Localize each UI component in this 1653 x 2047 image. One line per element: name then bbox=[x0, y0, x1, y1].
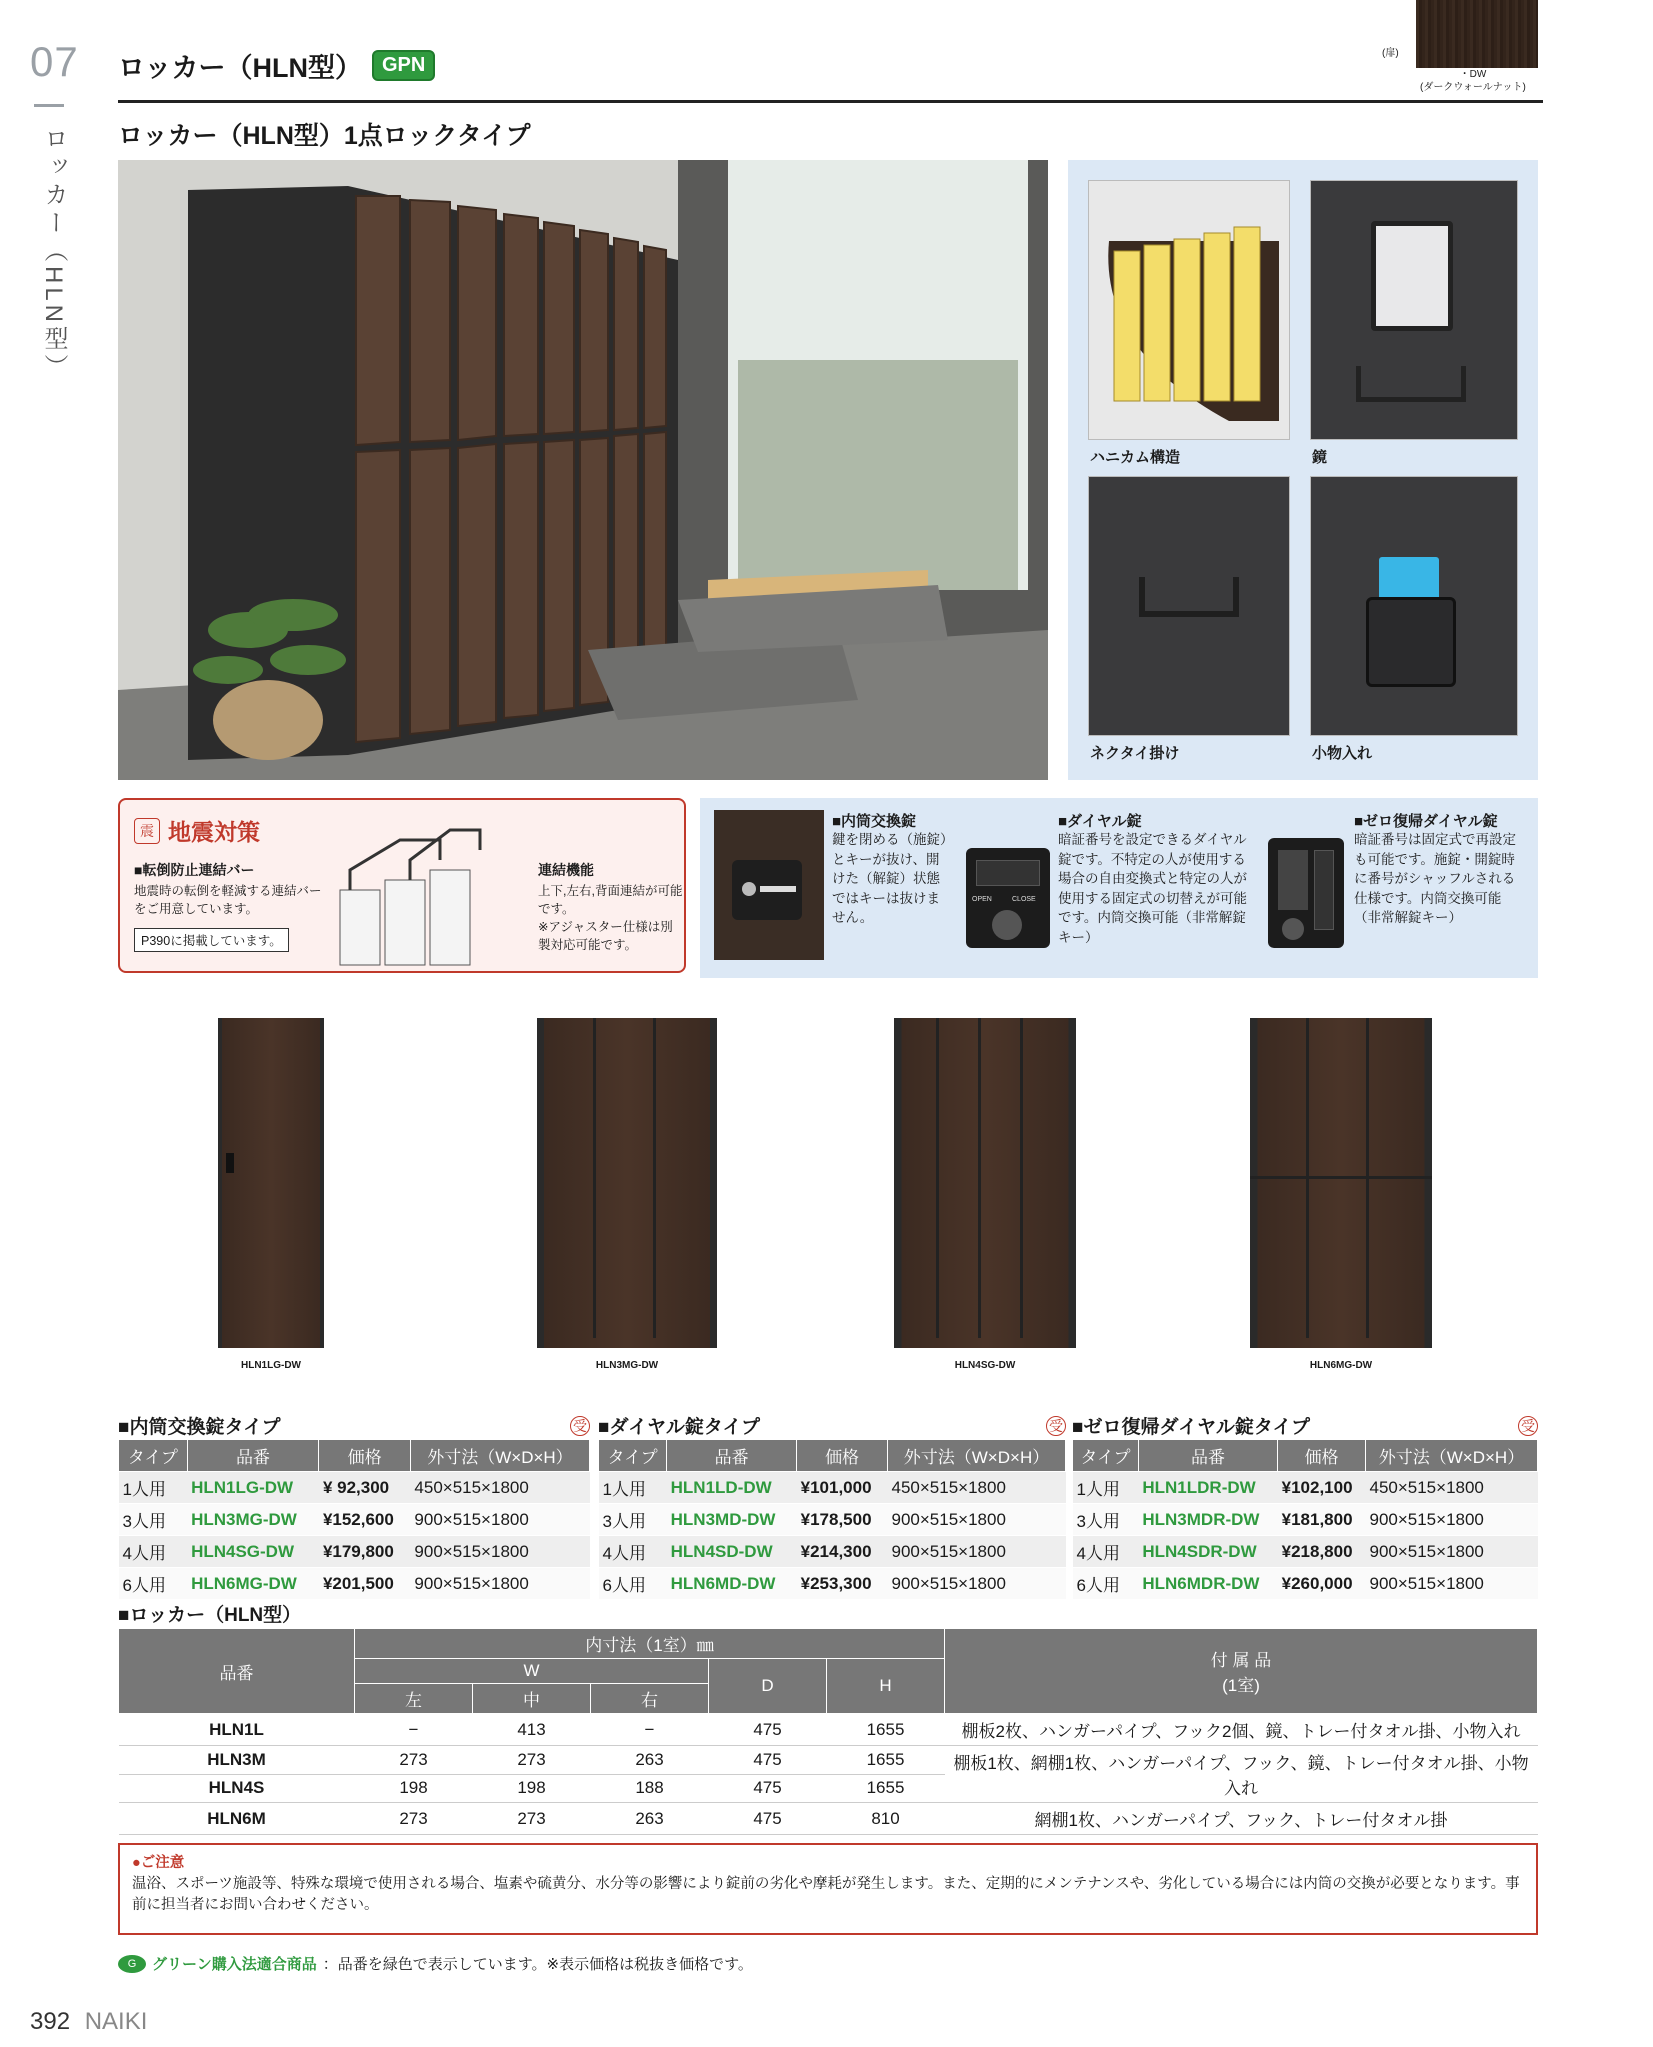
price-table bbox=[1072, 1439, 1538, 1600]
honeycomb-image bbox=[1088, 180, 1290, 440]
col-header: 外寸法（W×D×H） bbox=[410, 1440, 589, 1472]
price-table-dial bbox=[598, 1412, 1066, 1600]
table-row: 4人用 HLN4SD-DW ¥214,300 900×515×1800 bbox=[599, 1536, 1066, 1568]
handle-icon bbox=[226, 1153, 234, 1173]
conn-text bbox=[538, 882, 683, 955]
price-table-title: ■ゼロ復帰ダイヤル錠タイプ bbox=[1072, 1417, 1310, 1438]
order-mark: 受 bbox=[1518, 1416, 1538, 1436]
col-header: D bbox=[709, 1659, 827, 1714]
col-header: 品番 bbox=[1138, 1440, 1277, 1472]
dial-close-label: CLOSE bbox=[1012, 896, 1036, 903]
table-row: 3人用 HLN3MDR-DW ¥181,800 900×515×1800 bbox=[1073, 1504, 1538, 1536]
connect-bar-diagram bbox=[330, 820, 510, 970]
mirror-image bbox=[1310, 180, 1518, 440]
header-rule bbox=[118, 100, 1543, 103]
swatch-caption bbox=[1420, 68, 1526, 94]
price-table-header bbox=[118, 1412, 590, 1439]
product-image-hln3mg bbox=[537, 1018, 717, 1348]
mirror-icon bbox=[1371, 221, 1453, 331]
brand-name: NAIKI bbox=[84, 2008, 148, 2035]
swatch-name: (ダークウォールナット) bbox=[1420, 82, 1526, 93]
table-row: 1人用 HLN1LDR-DW ¥102,100 450×515×1800 bbox=[1073, 1472, 1538, 1504]
col-header: W bbox=[355, 1659, 709, 1684]
caution-title: ●ご注意 bbox=[132, 1855, 185, 1871]
table-row: 3人用 HLN3MG-DW ¥152,600 900×515×1800 bbox=[119, 1504, 590, 1536]
caution-box bbox=[118, 1843, 1538, 1935]
product-label-hln4sg: HLN4SG-DW bbox=[954, 1360, 1016, 1371]
table-row: HLN3M 273 273 263 475 1655 棚板1枚、網棚1枚、ハンガーパイプ、フック、鏡、トレー付タオル掛、小物入れ bbox=[119, 1746, 1538, 1775]
col-header: 品番 bbox=[187, 1440, 319, 1472]
dial-open-label: OPEN bbox=[972, 896, 992, 903]
col-header: 左 bbox=[355, 1684, 473, 1714]
page-header bbox=[118, 46, 435, 85]
lock-title-zero-dial: ■ゼロ復帰ダイヤル錠 bbox=[1354, 813, 1498, 830]
page-footer bbox=[30, 2008, 147, 2036]
col-header: 品番 bbox=[119, 1629, 355, 1714]
swatch-door-label: (扉) bbox=[1382, 48, 1399, 59]
product-label-hln3mg: HLN3MG-DW bbox=[595, 1360, 659, 1371]
pocket-image bbox=[1310, 476, 1518, 736]
table-row: 6人用 HLN6MG-DW ¥201,500 900×515×1800 bbox=[119, 1568, 590, 1600]
zero-dial-key-icon bbox=[1282, 918, 1304, 940]
conn-note: ※アジャスター仕様は別製対応可能です。 bbox=[538, 920, 673, 953]
col-header: タイプ bbox=[599, 1440, 667, 1472]
product-image-hln1lg bbox=[218, 1018, 324, 1348]
tie-hanger-image bbox=[1088, 476, 1290, 736]
col-header: タイプ bbox=[1073, 1440, 1139, 1472]
product-image-hln6mg bbox=[1250, 1018, 1432, 1348]
table-row: 4人用 HLN4SG-DW ¥179,800 900×515×1800 bbox=[119, 1536, 590, 1568]
price-table-title: ■ダイヤル錠タイプ bbox=[598, 1417, 760, 1438]
bar-title: ■転倒防止連結バー bbox=[134, 862, 255, 878]
feature-label-tie-hanger: ネクタイ掛け bbox=[1090, 745, 1180, 762]
table-row: 1人用 HLN1LD-DW ¥101,000 450×515×1800 bbox=[599, 1472, 1066, 1504]
table-row: HLN6M 273 273 263 475 810 網棚1枚、ハンガーパイプ、フック、トレー付タオル掛 bbox=[119, 1803, 1538, 1835]
chapter-number: 07 bbox=[30, 38, 79, 85]
conn-title: 連結機能 bbox=[538, 862, 594, 878]
green-leaf-icon: G bbox=[118, 1955, 146, 1973]
caution-text: 温浴、スポーツ施設等、特殊な環境で使用される場合、塩素や硫黄分、水分等の影響により錠前の劣化や摩耗が発生します。また、定期的にメンテナンスや、劣化している場合には内筒の交換が必要となります。事前に担当者にお問い合わせください。 bbox=[132, 1876, 1520, 1914]
dial-lock-image bbox=[966, 848, 1050, 948]
page-number: 392 bbox=[30, 2008, 71, 2035]
price-table bbox=[118, 1439, 590, 1600]
col-header: 中 bbox=[473, 1684, 591, 1714]
order-mark: 受 bbox=[1046, 1416, 1066, 1436]
col-header: H bbox=[827, 1659, 945, 1714]
table-row: HLN1L − 413 − 475 1655 棚板2枚、ハンガーパイプ、フック2個、鏡、トレー付タオル掛、小物入れ bbox=[119, 1714, 1538, 1746]
col-header: 価格 bbox=[797, 1440, 888, 1472]
col-header: 内寸法（1室）㎜ bbox=[355, 1629, 945, 1659]
dial-wheels-icon bbox=[976, 860, 1040, 886]
tray-icon bbox=[1356, 366, 1466, 402]
chapter-vertical-title: ロッカー（HLN型） bbox=[40, 126, 67, 383]
conn-text-main: 上下,左右,背面連結が可能です。 bbox=[538, 884, 683, 917]
order-mark: 受 bbox=[570, 1416, 590, 1436]
feature-label-honeycomb: ハニカム構造 bbox=[1090, 449, 1181, 466]
zero-dial-handle-icon bbox=[1314, 850, 1334, 930]
pocket-icon bbox=[1366, 597, 1456, 687]
lock-text-zero-dial: 暗証番号は固定式で再設定も可能です。施錠・開錠時に番号がシャッフルされる仕様です。内筒交換可能（非常解錠キー） bbox=[1354, 832, 1516, 926]
dial-knob-icon bbox=[992, 910, 1022, 940]
spec-title: ■ロッカー（HLN型） bbox=[118, 1605, 302, 1626]
col-header: 外寸法（W×D×H） bbox=[1365, 1440, 1537, 1472]
feature-label-pocket: 小物入れ bbox=[1312, 745, 1373, 762]
feature-panel bbox=[1068, 160, 1538, 780]
col-header: 右 bbox=[591, 1684, 709, 1714]
lock-text-cylinder: 鍵を閉める（施錠）とキーが抜け、開けた（解錠）状態ではキーは抜けません。 bbox=[832, 832, 947, 926]
table-row: 4人用 HLN4SDR-DW ¥218,800 900×515×1800 bbox=[1073, 1536, 1538, 1568]
swatch-code: ・DW bbox=[1459, 69, 1487, 80]
col-header: 付 属 品 (1室) bbox=[945, 1629, 1538, 1714]
lock-title-cylinder: ■内筒交換錠 bbox=[832, 813, 917, 830]
price-table-title: ■内筒交換錠タイプ bbox=[118, 1417, 281, 1438]
lock-title-dial: ■ダイヤル錠 bbox=[1058, 813, 1142, 830]
spec-table bbox=[118, 1628, 1538, 1835]
price-table bbox=[598, 1439, 1066, 1600]
color-swatch bbox=[1416, 0, 1538, 68]
zero-dial-lock-image bbox=[1268, 838, 1344, 948]
locker-room-illustration bbox=[118, 160, 1048, 780]
table-row: 3人用 HLN3MD-DW ¥178,500 900×515×1800 bbox=[599, 1504, 1066, 1536]
product-image-hln4sg bbox=[894, 1018, 1076, 1348]
price-table-zero-dial bbox=[1072, 1412, 1538, 1600]
col-header: 価格 bbox=[319, 1440, 410, 1472]
col-header: 品番 bbox=[667, 1440, 797, 1472]
table-row: 6人用 HLN6MD-DW ¥253,300 900×515×1800 bbox=[599, 1568, 1066, 1600]
lock-text-dial: 暗証番号を設定できるダイヤル錠です。不特定の人が使用する場合の自由変換式と特定の人が使用する固定式の切替えが可能です。内筒交換可能（非常解錠キー） bbox=[1058, 832, 1247, 945]
locks-panel bbox=[700, 798, 1538, 978]
page-title: ロッカー（HLN型） bbox=[118, 53, 362, 83]
ref-link[interactable]: P390に掲載しています。 bbox=[134, 928, 289, 952]
earthquake-box bbox=[118, 798, 686, 973]
cylinder-lock-image bbox=[714, 810, 824, 960]
table-row: 6人用 HLN6MDR-DW ¥260,000 900×515×1800 bbox=[1073, 1568, 1538, 1600]
col-header: タイプ bbox=[119, 1440, 188, 1472]
green-label: グリーン購入法適合商品 bbox=[152, 1956, 317, 1973]
bar-text: 地震時の転倒を軽減する連結バーをご用意しています。 bbox=[134, 884, 322, 917]
col-header: 外寸法（W×D×H） bbox=[888, 1440, 1066, 1472]
quake-title: 地震対策 bbox=[168, 819, 260, 845]
table-row: HLN4S 198 198 188 475 1655 bbox=[119, 1774, 1538, 1803]
product-label-hln6mg: HLN6MG-DW bbox=[1309, 1360, 1373, 1371]
quake-header bbox=[134, 814, 260, 847]
green-text: ：品番を緑色で表示しています。※表示価格は税抜き価格です。 bbox=[322, 1956, 753, 1973]
price-table-cylinder bbox=[118, 1412, 590, 1600]
green-purchase-note bbox=[118, 1953, 753, 1974]
key-icon bbox=[732, 860, 802, 920]
zero-dial-wheels-icon bbox=[1278, 850, 1308, 910]
col-header: 価格 bbox=[1278, 1440, 1366, 1472]
quake-icon: 震 bbox=[134, 818, 160, 844]
product-label-hln1lg: HLN1LG-DW bbox=[241, 1360, 301, 1371]
gpn-badge: GPN bbox=[372, 50, 435, 81]
hero-photo bbox=[118, 160, 1048, 780]
price-table-header bbox=[1072, 1412, 1538, 1439]
honeycomb-icon bbox=[1089, 181, 1290, 440]
table-row: 1人用 HLN1LG-DW ¥ 92,300 450×515×1800 bbox=[119, 1472, 590, 1504]
tie-hanger-icon bbox=[1139, 577, 1239, 617]
price-table-header bbox=[598, 1412, 1066, 1439]
feature-label-mirror: 鏡 bbox=[1312, 449, 1328, 466]
section-subtitle: ロッカー（HLN型）1点ロックタイプ bbox=[118, 122, 531, 150]
chapter-divider bbox=[34, 104, 64, 107]
